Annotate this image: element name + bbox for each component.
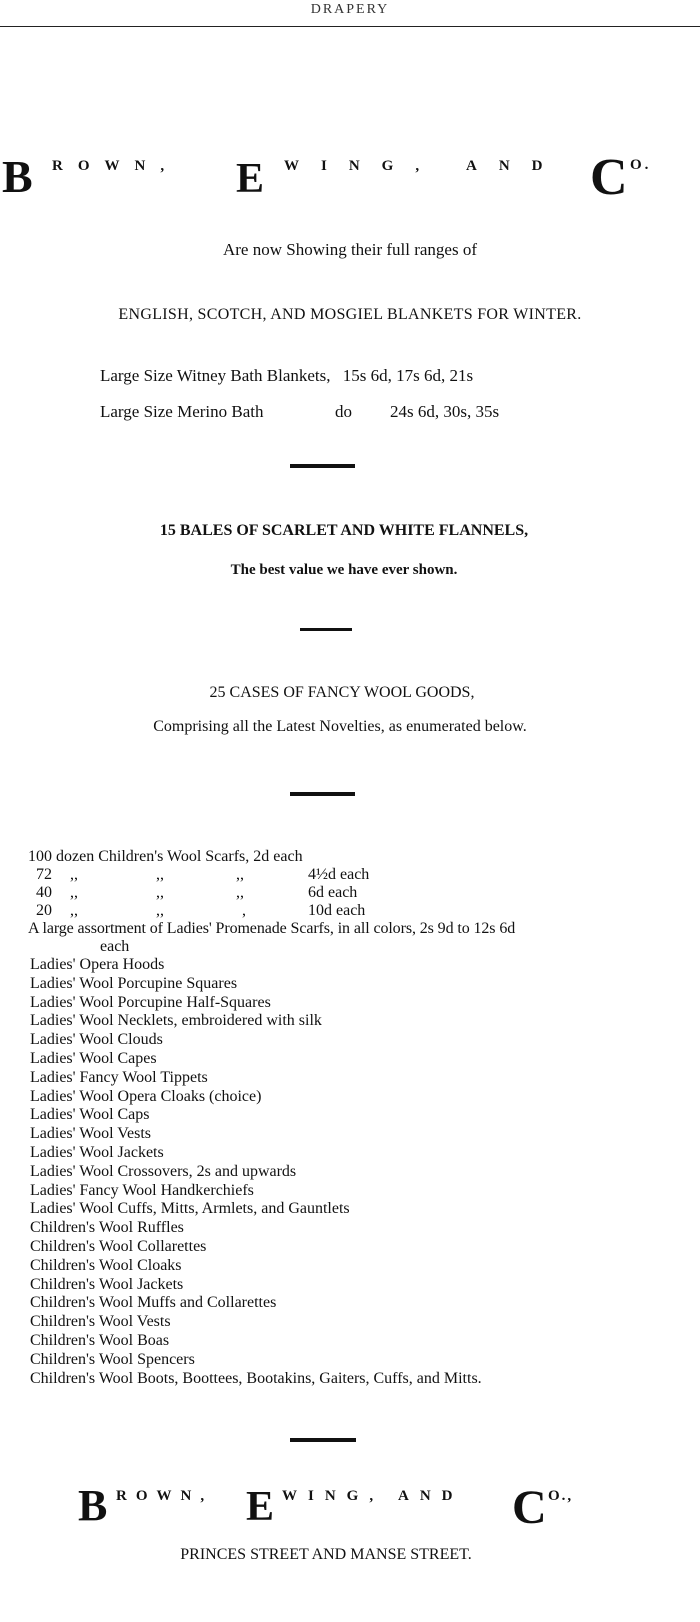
- divider-rule: [290, 792, 355, 796]
- list-item: Ladies' Wool Porcupine Half-Squares: [30, 993, 271, 1011]
- intro-line: Are now Showing their full ranges of: [222, 240, 477, 259]
- scarf-row: [36, 902, 436, 920]
- firm-word-rown: ROWN,: [52, 158, 180, 174]
- list-item: Children's Wool Vests: [30, 1313, 171, 1331]
- firm-word-o: O.: [630, 157, 652, 173]
- list-item: Ladies' Wool Crossovers, 2s and upwards: [30, 1162, 297, 1180]
- list-item: Ladies' Wool Capes: [30, 1049, 157, 1067]
- ditto-mark: ,,: [70, 884, 78, 901]
- ditto-mark: ,,: [156, 884, 164, 901]
- list-item: Children's Wool Boots, Boottees, Bootakins, Gaiters, Cuffs, and Mitts.: [30, 1369, 482, 1387]
- flannels-sub: The best value we have ever shown.: [230, 562, 458, 578]
- list-item: Children's Wool Cloaks: [30, 1256, 182, 1274]
- list-item: Children's Wool Boas: [30, 1331, 170, 1349]
- top-rule: [0, 26, 700, 27]
- assortment-line: A large assortment of Ladies' Promenade Scarfs, in all colors, 2s 9d to 12s 6d: [28, 920, 516, 937]
- blanket-label: Large Size Merino Bath: [100, 402, 264, 421]
- firm-initial-e: E: [246, 1484, 275, 1530]
- firm-name-bottom: [0, 1481, 700, 1534]
- running-title: DRAPERY: [310, 2, 390, 17]
- fancy-heading: 25 CASES OF FANCY WOOL GOODS,: [209, 684, 475, 701]
- scarf-row: [36, 884, 436, 902]
- firm-initial-e: E: [236, 156, 265, 202]
- blanket-row-2: [100, 402, 500, 422]
- divider-rule: [300, 628, 352, 631]
- list-item: Ladies' Fancy Wool Handkerchiefs: [30, 1181, 254, 1199]
- scarf-row: [36, 866, 436, 884]
- scarf-price: 6d each: [308, 884, 358, 901]
- scarf-price: 2d each: [253, 848, 303, 865]
- list-item: Ladies' Wool Clouds: [30, 1031, 163, 1049]
- ditto-mark: ,,: [156, 866, 164, 883]
- ditto-mark: ,,: [236, 866, 244, 883]
- wool-goods-list: [30, 956, 700, 1388]
- list-item: Ladies' Wool Porcupine Squares: [30, 974, 238, 992]
- blanket-prices: 15s 6d, 17s 6d, 21s: [342, 366, 474, 385]
- ditto-mark: ,: [242, 902, 246, 919]
- list-item: Ladies' Opera Hoods: [30, 956, 165, 973]
- scarf-qty: 20: [36, 902, 52, 919]
- scarf-qty: 40: [36, 884, 52, 901]
- firm-word-wing: WING, AND: [284, 158, 565, 174]
- list-item: Children's Wool Spencers: [30, 1350, 195, 1368]
- scarf-item: Children's Wool Scarfs,: [98, 848, 250, 865]
- ditto-mark: ,,: [236, 884, 244, 901]
- firm-initial-b: B: [78, 1481, 108, 1530]
- list-item: Ladies' Wool Cuffs, Mitts, Armlets, and Gauntlets: [30, 1200, 350, 1218]
- ditto-mark: ,,: [70, 866, 78, 883]
- blankets-heading: ENGLISH, SCOTCH, AND MOSGIEL BLANKETS FOR WINTER.: [118, 306, 582, 323]
- scarf-qty: 100 dozen: [28, 848, 95, 865]
- scarf-qty: 72: [36, 866, 52, 883]
- list-item: Ladies' Wool Jackets: [30, 1143, 164, 1161]
- list-item: Children's Wool Jackets: [30, 1275, 184, 1293]
- firm-name-top: [0, 149, 700, 206]
- firm-word-o: O.,: [548, 1488, 574, 1504]
- firm-initial-c: C: [512, 1481, 547, 1534]
- firm-word-wing: WING, AND: [282, 1488, 464, 1504]
- firm-initial-b: B: [2, 151, 33, 202]
- blanket-row-1: [100, 366, 473, 386]
- list-item: Ladies' Wool Necklets, embroidered with silk: [30, 1012, 322, 1030]
- list-item: Ladies' Wool Opera Cloaks (choice): [30, 1087, 262, 1105]
- blanket-label: Large Size Witney Bath Blankets,: [100, 366, 331, 385]
- address-line: PRINCES STREET AND MANSE STREET.: [180, 1546, 472, 1563]
- flannels-heading: 15 BALES OF SCARLET AND WHITE FLANNELS,: [159, 522, 529, 539]
- ditto-mark: ,,: [70, 902, 78, 919]
- blanket-prices: 24s 6d, 30s, 35s: [390, 402, 500, 421]
- fancy-sub: Comprising all the Latest Novelties, as enumerated below.: [153, 718, 527, 735]
- assortment-line-cont: each: [100, 938, 130, 955]
- list-item: Ladies' Wool Caps: [30, 1106, 150, 1124]
- divider-rule: [290, 464, 355, 468]
- scarf-price: 10d each: [308, 902, 366, 919]
- list-item: Children's Wool Ruffles: [30, 1219, 184, 1237]
- list-item: Children's Wool Collarettes: [30, 1237, 207, 1255]
- blanket-ditto: do: [335, 402, 352, 421]
- list-item: Ladies' Wool Vests: [30, 1125, 151, 1143]
- list-item: Children's Wool Muffs and Collarettes: [30, 1294, 277, 1312]
- firm-word-rown: ROWN,: [116, 1488, 214, 1504]
- scarf-row: [28, 848, 303, 866]
- scarf-price: 4½d each: [308, 866, 370, 883]
- ditto-mark: ,,: [156, 902, 164, 919]
- list-item: Ladies' Fancy Wool Tippets: [30, 1068, 208, 1086]
- divider-rule: [290, 1438, 356, 1442]
- firm-initial-c: C: [590, 149, 628, 206]
